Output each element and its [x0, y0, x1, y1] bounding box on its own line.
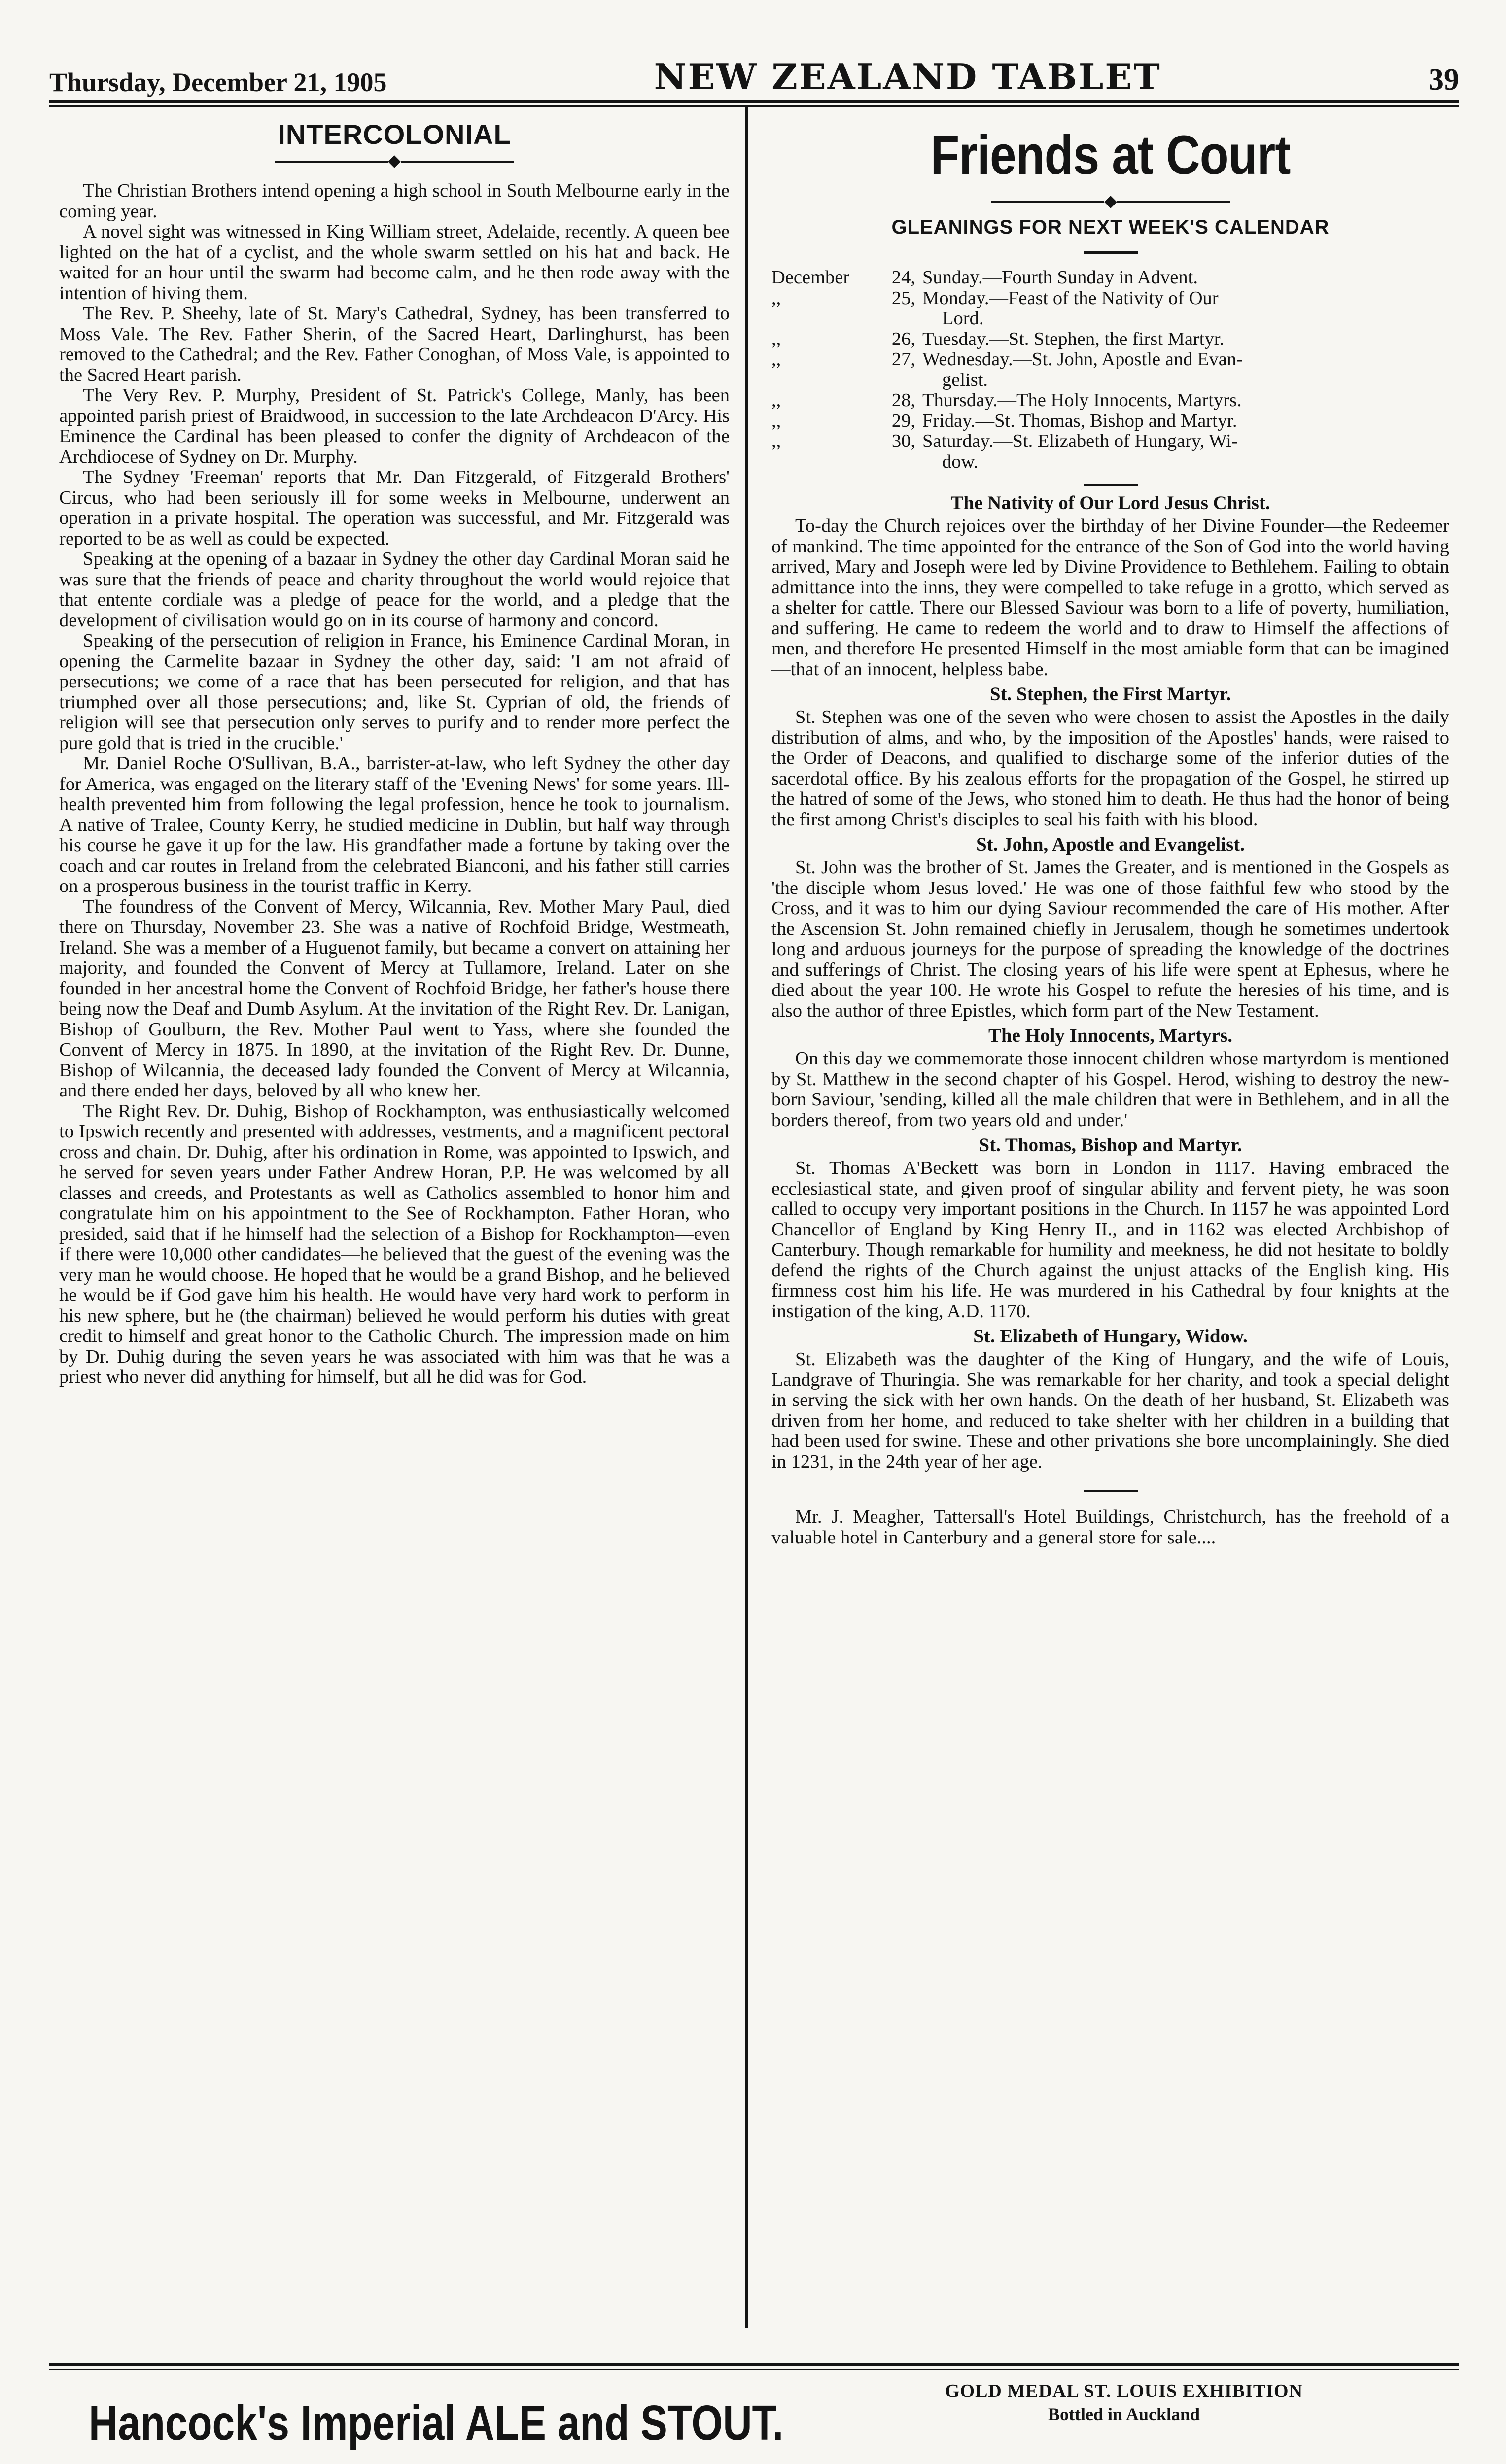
short-rule — [1084, 251, 1138, 254]
intercolonial-column — [59, 118, 730, 1388]
calendar-entry: ,, 26, Tuesday.—St. Stephen, the first Martyr. — [771, 328, 1225, 349]
section-heading: INTERCOLONIAL — [278, 119, 511, 150]
page-header — [49, 53, 1459, 98]
news-paragraph: The Sydney 'Freeman' reports that Mr. Dan Fitzgerald, of Fitzgerald Brothers' Circus, who had been seriously ill for some weeks in Melbourne, underwent an operation in a private hospital. The operation was successful, and Mr. Fitzgerald was reported to be as well as could be expected. — [59, 467, 730, 549]
calendar-entry: ,, 29, Friday.—St. Thomas, Bishop and Martyr. — [771, 410, 1237, 431]
news-paragraph: The Right Rev. Dr. Duhig, Bishop of Rockhampton, was enthusiastically welcomed to Ipswich recently and presented with addresses, vestments, and a magnificent pectoral cross and chain. Dr. Duhig, after his ordination in Rome, was appointed to Ipswich, and he served for seven years under Father Andrew Horan, P.P. He was welcomed by all classes and creeds, and Protestants as well as Catholics assembled to honor him and congratulate him on his appointment to the See of Rockhampton. Father Horan, who presided, said that if he himself had the selection of a Bishop for Rockhampton—even if there were 10,000 other candidates—he believed that the guest of the evening was the very man he would choose. He hoped that he would be a grand Bishop, and he believed he would be if God gave him his health. He would have very hard work to perform in his new sphere, but he (the chairman) believed he would perform his duties with great credit to himself and great honor to the Catholic Church. The impression made on him by Dr. Duhig during the seven years he was associated with him was that he was a priest who never did anything for himself, but all he did was for God. — [59, 1100, 730, 1387]
header-rule-thick — [49, 100, 1459, 103]
bottled-line: Bottled in Auckland — [1048, 2404, 1200, 2424]
feast-heading: The Holy Innocents, Martyrs. — [988, 1025, 1233, 1046]
news-paragraph: Speaking of the persecution of religion in France, his Eminence Cardinal Moran, in opening the Carmelite bazaar in Sydney the other day, said: 'I am not afraid of persecutions; we come of a race that has been persecuted for religion, and that has triumphed over all those persecutions; and, like St. Cyprian of old, the friends of religion will see that persecution only serves to purify and to render more perfect the pure gold that is tried in the crucible.' — [59, 630, 730, 753]
feast-paragraph: St. Stephen was one of the seven who were chosen to assist the Apostles in the daily distribution of alms, and who, by the imposition of the Apostles' hands, were raised to the Order of Deacons, and qualified to discharge some of the inferior duties of the sacerdotal office. By his zealous efforts for the propagation of the Gospel, he stirred up the hatred of some of the Jews, who stoned him to death. He thus had the honor of being the first among Christ's disciples to seal his faith with his blood. — [771, 707, 1449, 830]
exhibition-notice — [877, 2380, 1370, 2425]
feast-paragraph: On this day we commemorate those innocent children whose martyrdom is mentioned by St. Matthew in the second chapter of his Gospel. Herod, wishing to destroy the new-born Saviour, 'sending, killed all the male children that were in Bethlehem, and in all the borders thereof, from two years old and under.' — [771, 1048, 1449, 1130]
calendar-list — [771, 268, 1449, 472]
news-paragraph: The Rev. P. Sheehy, late of St. Mary's Cathedral, Sydney, has been transferred to Moss Vale. The Rev. Father Sherin, of the Sacred Heart, Darlinghurst, has been removed to the Cathedral; and the Rev. Father Conoghan, of Moss Vale, is appointed to the Sacred Heart parish. — [59, 303, 730, 385]
news-paragraph: The foundress of the Convent of Mercy, Wilcannia, Rev. Mother Mary Paul, died there on Thursday, November 23. She was a native of Rochfoid Bridge, Westmeath, Ireland. She was a member of a Huguenot family, but became a convert on attaining her majority, and founded the Convent of Mercy at Tullamore, Ireland. Later on she founded in her ancestral home the Convent of Rochfoid Bridge, her father's house there being now the Deaf and Dumb Asylum. At the invitation of the Right Rev. Dr. Lanigan, Bishop of Goulburn, the Rev. Mother Paul went to Yass, where she founded the Convent of Mercy in 1875. In 1890, at the invitation of the Right Rev. Dr. Dunne, Bishop of Wilcannia, the deceased lady founded the Convent of Mercy at Wilcannia, and there ended her days, beloved by all who knew her. — [59, 896, 730, 1101]
feast-heading: St. Stephen, the First Martyr. — [989, 684, 1231, 705]
news-paragraph: Speaking at the opening of a bazaar in Sydney the other day Cardinal Moran said he was sure that the friends of peace and charity throughout the world would rejoice that that entente cordiale was a pledge of peace for the world, and a pledge that the development of civilisation would go on in its course of harmony and concord. — [59, 548, 730, 631]
feast-heading: St. Thomas, Bishop and Martyr. — [979, 1134, 1242, 1156]
feature-title: Friends at Court — [930, 124, 1291, 186]
news-paragraph: A novel sight was witnessed in King William street, Adelaide, recently. A queen bee lighted on the hat of a cyclist, and the whole swarm settled on his hat and back. He waited for an hour until the swarm had become calm, and he then rode away with the intention of hiving them. — [59, 221, 730, 304]
hotel-sale-notice: Mr. J. Meagher, Tattersall's Hotel Buildings, Christchurch, has the freehold of a valuable hotel in Canterbury and a general store for sale.... — [771, 1506, 1449, 1548]
news-paragraph: The Christian Brothers intend opening a high school in South Melbourne early in the coming year. — [59, 180, 730, 222]
calendar-entry: ,, 30, Saturday.—St. Elizabeth of Hungary, Wi- dow. — [771, 431, 1238, 472]
feast-heading: The Nativity of Our Lord Jesus Christ. — [950, 492, 1270, 513]
feast-heading: St. Elizabeth of Hungary, Widow. — [973, 1326, 1248, 1347]
short-rule — [1084, 1490, 1138, 1492]
short-rule — [1084, 484, 1138, 486]
news-paragraph: Mr. Daniel Roche O'Sullivan, B.A., barrister-at-law, who left Sydney the other day for America, was engaged on the literary staff of the 'Evening News' for some years. Ill-health prevented him from following the legal profession, hence he took to journalism. A native of Tralee, County Kerry, he studied medicine in Dublin, but half way through his course he gave it up for the law. His grandfather made a fortune by taking over the coach and car routes in Ireland from the celebrated Bianconi, and his father still carries on a prosperous business in the tourist traffic in Kerry. — [59, 753, 730, 896]
issue-date: Thursday, December 21, 1905 — [49, 68, 387, 97]
medal-line: GOLD MEDAL ST. LOUIS EXHIBITION — [945, 2381, 1303, 2401]
friends-at-court-column — [771, 118, 1449, 1548]
calendar-entry: December 24, Sunday.—Fourth Sunday in Advent. — [771, 267, 1198, 288]
footer-rule-thick — [49, 2363, 1459, 2366]
feast-paragraph: To-day the Church rejoices over the birthday of her Divine Founder—the Redeemer of mankind. The time appointed for the entrance of the Son of God into the world having arrived, Mary and Joseph were led by Divine Providence to Bethlehem. Failing to obtain admittance into the inns, they were compelled to take refuge in a grotto, which served as a shelter for cattle. There our Blessed Saviour was born to a life of poverty, humiliation, and suffering. He came to redeem the world and to draw to Himself the affections of men, and therefore He presented Himself in the most amiable form that can be imagined—that of an innocent, helpless babe. — [771, 515, 1449, 680]
feature-subtitle: GLEANINGS FOR NEXT WEEK'S CALENDAR — [891, 216, 1330, 238]
calendar-entry: ,, 25, Monday.—Feast of the Nativity of Our Lord. — [771, 287, 1219, 329]
feast-paragraph: St. John was the brother of St. James the Greater, and is mentioned in the Gospels as 'the disciple whom Jesus loved.' He was one of those faithful few who stood by the Cross, and it was to him our dying Saviour recommended the care of His mother. After the Ascension St. John remained chiefly in Jerusalem, though he sometimes undertook long and arduous journeys for the purpose of spreading the knowledge of the doctrines and sufferings of Christ. The closing years of his life were spent at Ephesus, where he died about the year 100. He wrote his Gospel to refute the heresies of his time, and is also the author of three Epistles, which form part of the New Testament. — [771, 857, 1449, 1021]
feast-paragraph: St. Elizabeth was the daughter of the King of Hungary, and the wife of Louis, Landgrave of Thuringia. She was remarkable for her charity, and took a special delight in serving the sick with her own hands. On the death of her husband, St. Elizabeth was driven from her home, and reduced to take shelter with her children in a building that had been used for swine. These and other privations she bore uncomplainingly. She died in 1231, in the 24th year of her age. — [771, 1349, 1449, 1472]
ale-advertisement: Hancock's Imperial ALE and STOUT. — [89, 2396, 784, 2451]
column-divider — [745, 106, 748, 2328]
header-rule-thin — [49, 105, 1459, 107]
ornament-divider — [59, 157, 730, 166]
calendar-entry: ,, 28, Thursday.—The Holy Innocents, Martyrs. — [771, 390, 1242, 411]
page-number: 39 — [1428, 63, 1459, 97]
feast-paragraph: St. Thomas A'Beckett was born in London in 1117. Having embraced the ecclesiastical state, and given proof of singular ability and fervent piety, he was soon called to occupy very important positions in the Church. In 1157 he was appointed Lord Chancellor of England by King Henry II., and in 1162 was elected Archbishop of Canterbury. Though remarkable for humility and meekness, he did not hesitate to boldly defend the rights of the Church against the unjust attacks of the English king. His firmness cost him his life. He was murdered in his Cathedral by four knights at the instigation of the king, A.D. 1170. — [771, 1158, 1449, 1322]
news-paragraph: The Very Rev. P. Murphy, President of St. Patrick's College, Manly, has been appointed parish priest of Braidwood, in succession to the late Archdeacon D'Arcy. His Eminence the Cardinal has been pleased to confer the dignity of Archdeacon of the Archdiocese of Sydney on Dr. Murphy. — [59, 385, 730, 467]
feast-heading: St. John, Apostle and Evangelist. — [976, 834, 1245, 855]
ornament-divider — [771, 198, 1449, 206]
publication-title: NEW ZEALAND TABLET — [654, 56, 1161, 98]
footer-rule-thin — [49, 2369, 1459, 2370]
calendar-entry: ,, 27, Wednesday.—St. John, Apostle and Evan- gelist. — [771, 349, 1243, 390]
